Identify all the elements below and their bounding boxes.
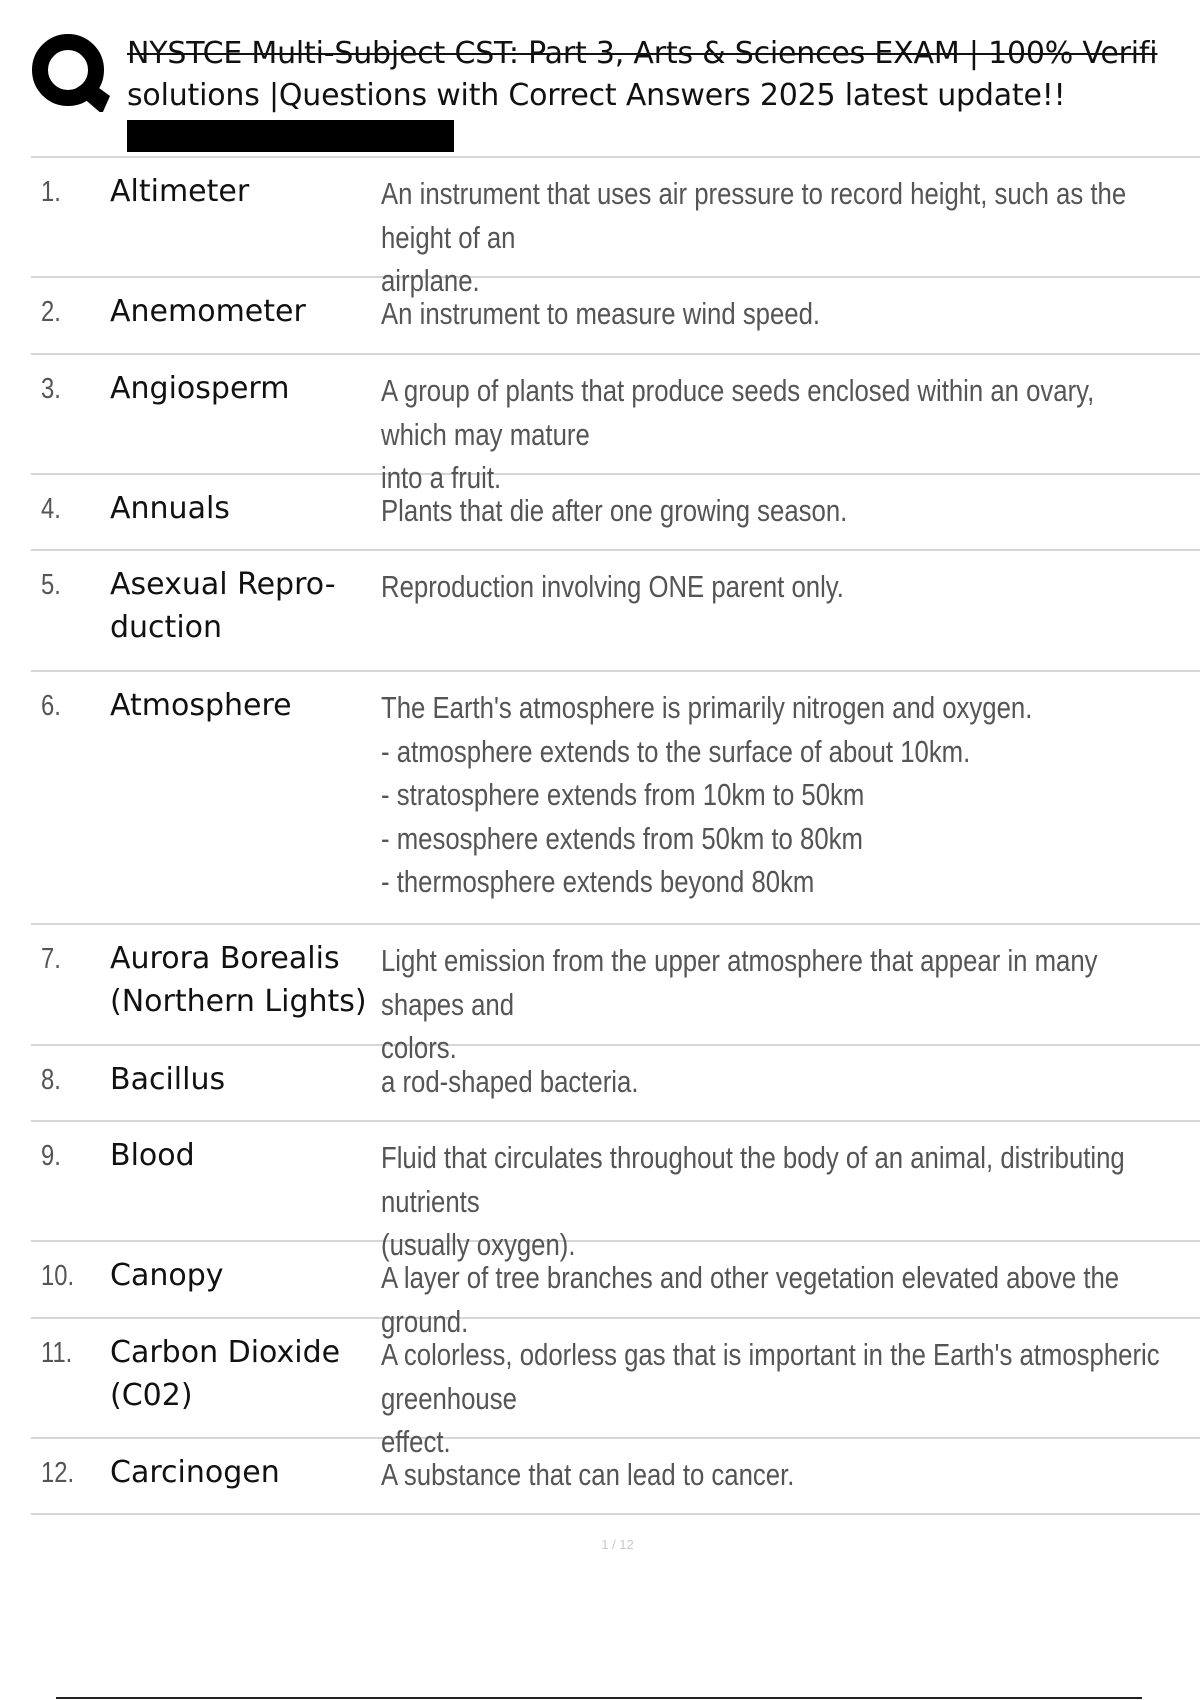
term-name: Aurora Borealis (Northern Lights) — [110, 941, 367, 1019]
term-row — [31, 551, 1200, 672]
term-row — [31, 1439, 1200, 1515]
term-row — [31, 278, 1200, 355]
term-number: 4. — [41, 493, 61, 525]
term-name: Canopy — [110, 1258, 224, 1293]
term-definition: The Earth's atmosphere is primarily nitrogen and oxygen. - atmosphere extends to the surface of about 10km. - stratosphere extends from 10km to 50km - mesosphere extends from 50km to 80km - thermosphere extends beyond 80km — [381, 690, 1033, 899]
redaction-bar — [127, 120, 454, 152]
document-title-line-1: NYSTCE Multi-Subject CST: Part 3, Arts & Sciences EXAM | 100% Verifi — [127, 36, 1158, 71]
term-row — [31, 1319, 1200, 1459]
term-definition: A layer of tree branches and other vegetation elevated above the ground. — [381, 1260, 1120, 1339]
term-name: Asexual Repro- duction — [110, 567, 336, 645]
term-definition: Fluid that circulates throughout the body of an animal, distributing nutrients (usually oxygen). — [381, 1140, 1125, 1262]
term-number: 1. — [41, 176, 61, 208]
term-definition: An instrument to measure wind speed. — [381, 296, 821, 331]
term-number: 11. — [41, 1337, 73, 1369]
term-table — [31, 158, 1200, 1515]
term-number: 8. — [41, 1064, 61, 1096]
term-row — [31, 1242, 1200, 1339]
document-header — [0, 0, 1200, 160]
term-name: Annuals — [110, 491, 230, 526]
term-definition: An instrument that uses air pressure to record height, such as the height of an airplane. — [381, 176, 1127, 298]
term-number: 6. — [41, 690, 61, 722]
term-definition: Light emission from the upper atmosphere that appear in many shapes and colors. — [381, 943, 1098, 1065]
document-title-line-2: solutions |Questions with Correct Answers 2025 latest update!! — [127, 78, 1066, 113]
term-number: 10. — [41, 1260, 75, 1292]
term-definition: a rod-shaped bacteria. — [381, 1064, 639, 1099]
term-definition: A colorless, odorless gas that is important in the Earth's atmospheric greenhouse effect. — [381, 1337, 1160, 1459]
term-name: Carcinogen — [110, 1455, 280, 1490]
term-definition: Plants that die after one growing season. — [381, 493, 848, 528]
term-number: 2. — [41, 296, 61, 328]
term-row — [31, 925, 1200, 1065]
term-number: 3. — [41, 373, 61, 405]
term-number: 7. — [41, 943, 61, 975]
term-name: Altimeter — [110, 174, 250, 209]
term-number: 12. — [41, 1457, 75, 1489]
term-definition: Reproduction involving ONE parent only. — [381, 569, 844, 604]
term-name: Angiosperm — [110, 371, 290, 406]
term-name: Anemometer — [110, 294, 306, 329]
footer-divider — [56, 1697, 1142, 1699]
page-indicator: 1 / 12 — [601, 1537, 634, 1552]
term-row — [31, 158, 1200, 298]
logo-icon — [30, 32, 110, 112]
term-name: Bacillus — [110, 1062, 226, 1097]
term-row — [31, 475, 1200, 551]
term-number: 5. — [41, 569, 61, 601]
term-row — [31, 355, 1200, 495]
term-number: 9. — [41, 1140, 61, 1172]
term-row — [31, 1122, 1200, 1262]
term-name: Carbon Dioxide (C02) — [110, 1335, 341, 1413]
term-row — [31, 672, 1200, 925]
term-definition: A group of plants that produce seeds enclosed within an ovary, which may mature into a fruit. — [381, 373, 1095, 495]
term-definition: A substance that can lead to cancer. — [381, 1457, 795, 1492]
term-name: Atmosphere — [110, 688, 292, 723]
term-row — [31, 1046, 1200, 1122]
term-name: Blood — [110, 1138, 195, 1173]
